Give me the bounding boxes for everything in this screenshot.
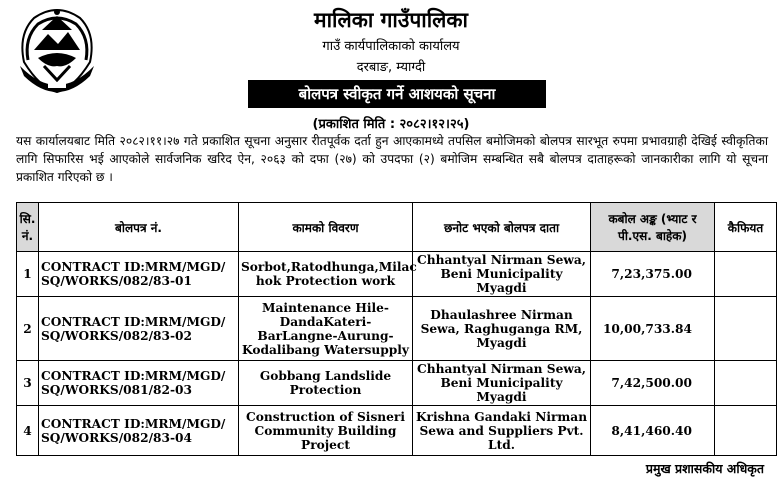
cell-work: Maintenance Hile-DandaKateri-BarLangne-Aurung- Kodalibang Watersupply [239,297,413,361]
cell-sn: 1 [17,252,39,297]
cell-sn: 2 [17,297,39,361]
table-header-row [17,203,777,252]
office-subtitle: गाउँ कार्यपालिकाको कार्यालय [322,39,460,54]
table-row [17,252,777,297]
cell-work: Gobbang Landslide Protection [239,361,413,406]
cell-work: Construction of Sisneri Community Building Project [239,406,413,456]
cell-remarks [715,252,777,297]
cell-bidder: Chhantyal Nirman Sewa, Beni Municipality Myagdi [413,252,591,297]
table-row [17,406,777,456]
table-row [17,297,777,361]
cell-contract: CONTRACT ID:MRM/MGD/ SQ/WORKS/082/83-01 [39,252,239,297]
published-date: (प्रकाशित मिति : २०८२।१२।२५) [312,117,470,132]
cell-contract: CONTRACT ID:MRM/MGD/ SQ/WORKS/082/83-04 [39,406,239,456]
header-remarks: कैफियत [715,203,777,252]
header-bidder: छनोट भएको बोलपत्र दाता [413,203,591,252]
cell-sn: 4 [17,406,39,456]
cell-remarks [715,361,777,406]
cell-sn: 3 [17,361,39,406]
notice-paragraph: यस कार्यालयबाट मिति २०८२।११।२७ गते प्रकाशित सूचना अनुसार रीतपूर्वक दर्ता हुन आएकामध्ये तपसिल बमोजिमको बोलपत्र सारभूत रुपमा प्रभावग्राही देखिई स्वीकृतिका लागि सिफारिस भई आएकोले सार्वजनिक खरिद ऐन, २०६३ को दफा (२७) को उपदफा (२) बमोजिम सम्बन्धित सबै बोलपत्र दाताहरूको जानकारीका लागि यो सूचना प्रकाशित गरिएको छ । [16,134,768,184]
cell-amount: 8,41,460.40 [591,406,715,456]
cell-work: Sorbot,Ratodhunga,Milac hok Protection work [239,252,413,297]
cell-bidder: Chhantyal Nirman Sewa, Beni Municipality Myagdi [413,361,591,406]
office-location: दरबाङ, म्याग्दी [356,60,426,75]
header-contract: बोलपत्र नं. [39,203,239,252]
cell-remarks [715,406,777,456]
signatory: प्रमुख प्रशासकीय अधिकृत [645,461,764,476]
cell-contract: CONTRACT ID:MRM/MGD/ SQ/WORKS/082/83-02 [39,297,239,361]
cell-amount: 10,00,733.84 [591,297,715,361]
notice-banner: बोलपत्र स्वीकृत गर्ने आशयको सूचना [248,80,546,108]
header-sn: सि. नं. [17,203,39,252]
header-work: कामको विवरण [239,203,413,252]
cell-contract: CONTRACT ID:MRM/MGD/ SQ/WORKS/081/82-03 [39,361,239,406]
cell-remarks [715,297,777,361]
header-amount: कबोल अङ्क (भ्याट र पी.एस. बाहेक) [591,203,715,252]
cell-bidder: Krishna Gandaki Nirman Sewa and Suppliers Pvt. Ltd. [413,406,591,456]
page-title: मालिका गाउँपालिका [314,8,468,32]
contracts-table [16,202,777,456]
cell-bidder: Dhaulashree Nirman Sewa, Raghuganga RM, Myagdi [413,297,591,361]
cell-amount: 7,42,500.00 [591,361,715,406]
table-row [17,361,777,406]
cell-amount: 7,23,375.00 [591,252,715,297]
